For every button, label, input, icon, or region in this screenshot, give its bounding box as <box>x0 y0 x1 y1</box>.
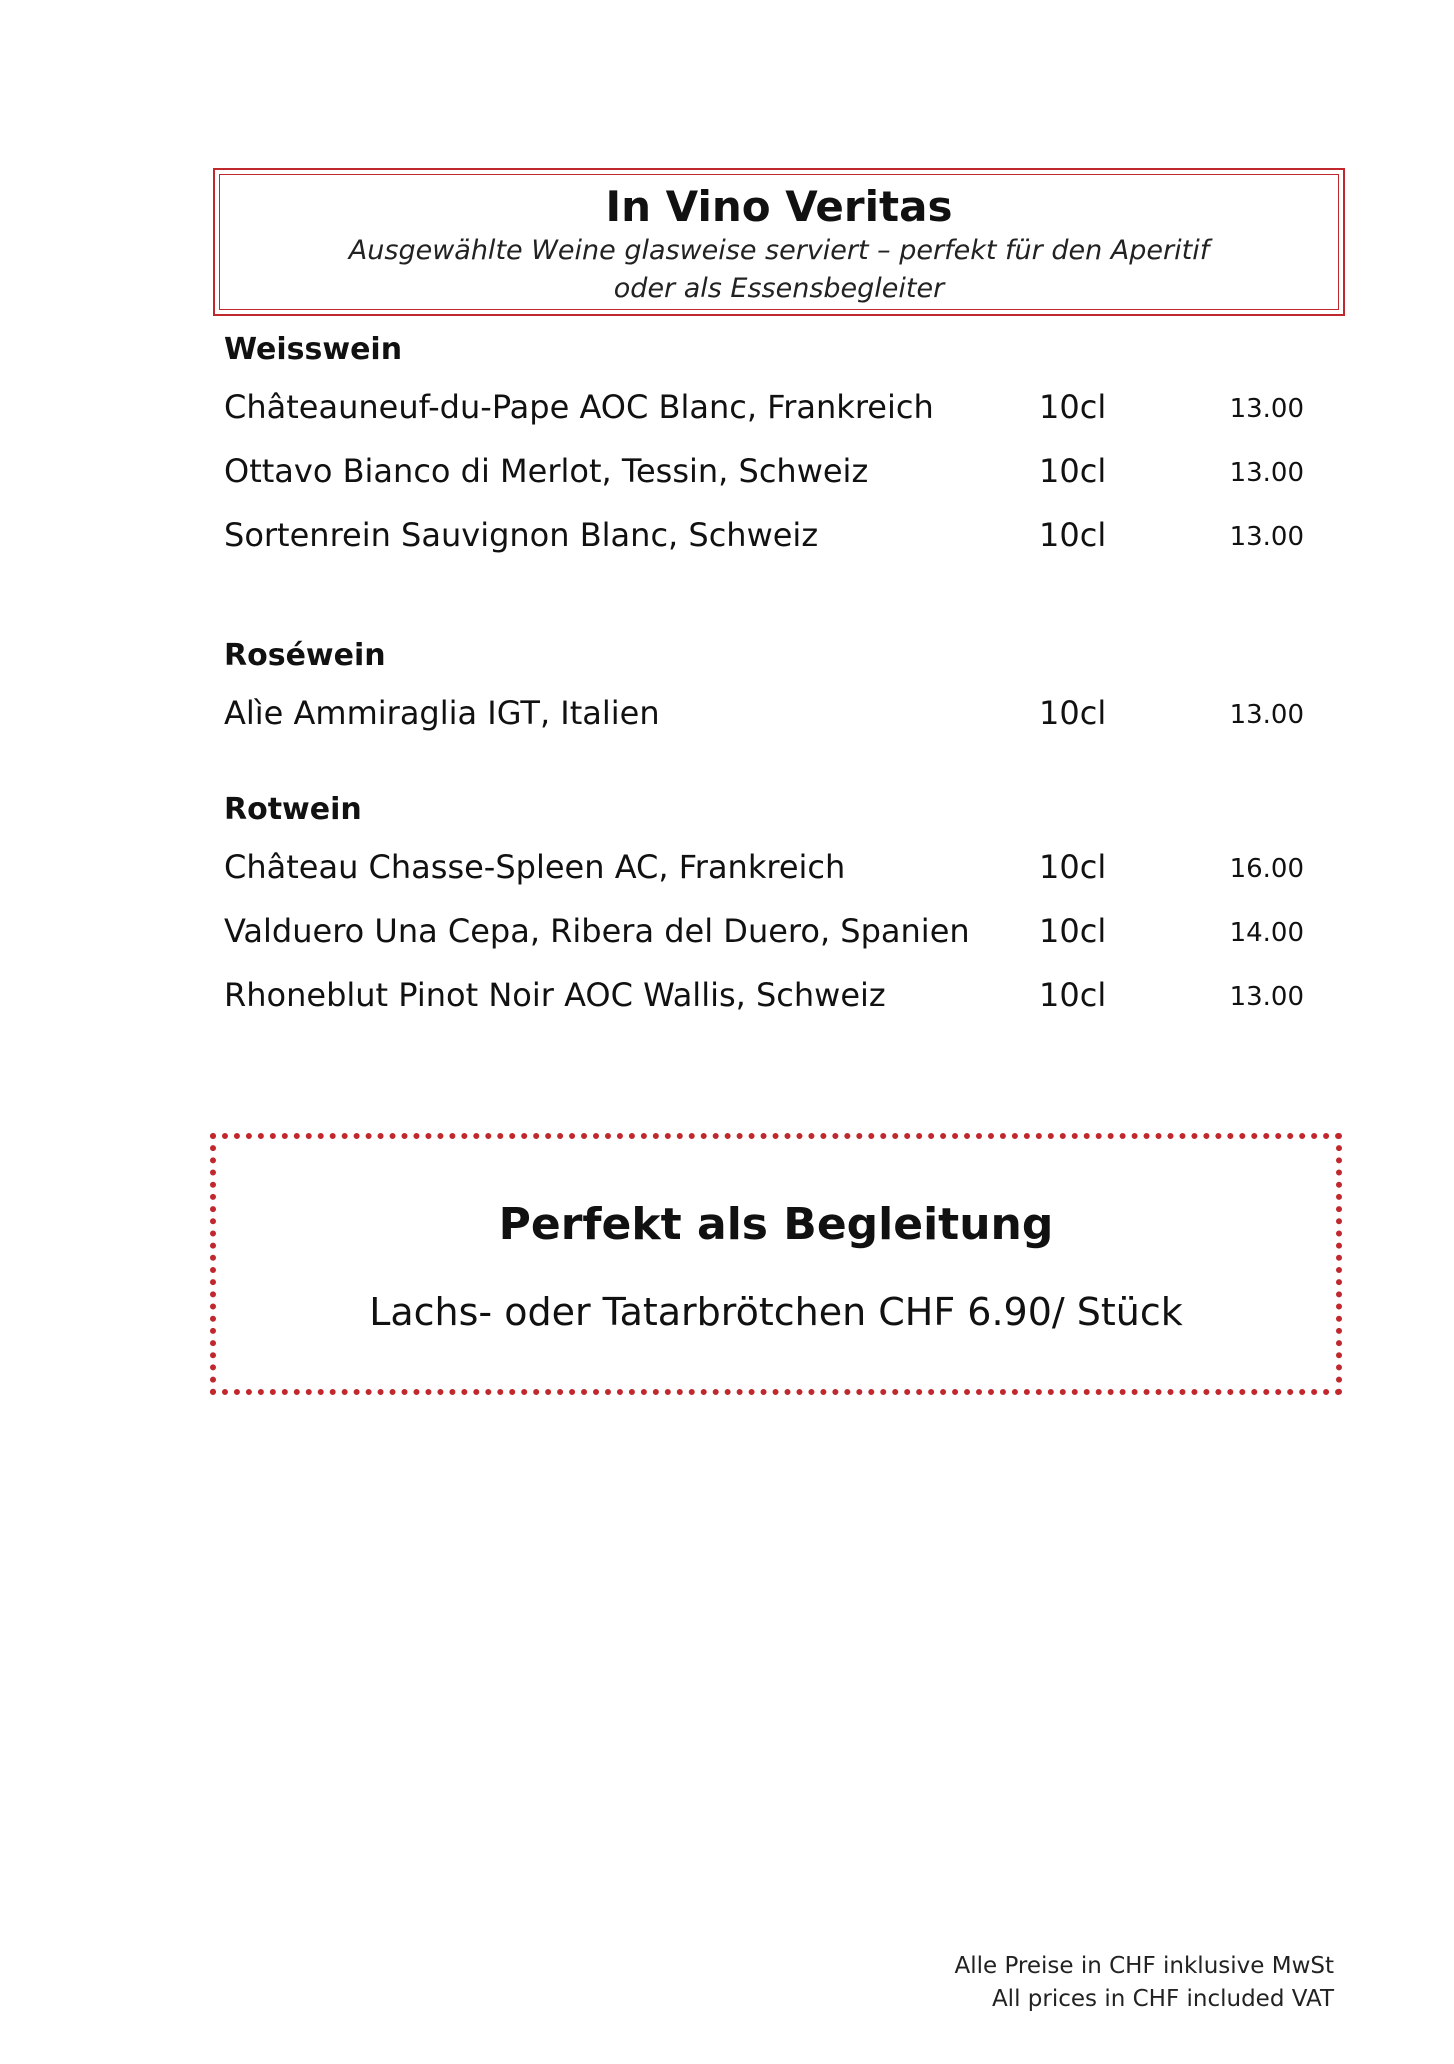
subtitle-line-1: Ausgewählte Weine glasweise serviert – perfekt für den Aperitif <box>348 235 1210 267</box>
price-note-en: All prices in CHF included VAT <box>991 1986 1334 2012</box>
section-title-rotwein: Rotwein <box>224 792 362 827</box>
item-price: 13.00 <box>1229 394 1304 424</box>
item-name: Rhoneblut Pinot Noir AOC Wallis, Schweiz <box>224 976 886 1014</box>
section-title-weisswein: Weisswein <box>224 332 403 367</box>
promo-box <box>210 1133 1342 1395</box>
menu-item <box>224 963 1304 1027</box>
item-price: 14.00 <box>1229 918 1304 948</box>
promo-text: Lachs- oder Tatarbrötchen CHF 6.90/ Stück <box>369 1289 1183 1334</box>
item-name: Ottavo Bianco di Merlot, Tessin, Schweiz <box>224 452 869 490</box>
item-name: Châteauneuf-du-Pape AOC Blanc, Frankreich <box>224 388 934 426</box>
item-price: 13.00 <box>1229 700 1304 730</box>
item-price: 13.00 <box>1229 458 1304 488</box>
item-size: 10cl <box>1039 452 1107 490</box>
item-name: Sortenrein Sauvignon Blanc, Schweiz <box>224 516 819 554</box>
price-note <box>954 1950 1334 2016</box>
item-size: 10cl <box>1039 848 1107 886</box>
item-size: 10cl <box>1039 694 1107 732</box>
item-price: 16.00 <box>1229 854 1304 884</box>
page-title: In Vino Veritas <box>605 182 953 231</box>
item-name: Valduero Una Cepa, Ribera del Duero, Spanien <box>224 912 970 950</box>
section-spacer <box>224 745 1304 785</box>
item-name: Alìe Ammiraglia IGT, Italien <box>224 694 660 732</box>
price-note-de: Alle Preise in CHF inklusive MwSt <box>954 1953 1334 1979</box>
menu-item <box>224 439 1304 503</box>
menu-item <box>224 899 1304 963</box>
menu-item <box>224 835 1304 899</box>
item-price: 13.00 <box>1229 522 1304 552</box>
section-title-rosewein: Roséwein <box>224 638 386 673</box>
menu-item <box>224 681 1304 745</box>
title-box <box>213 168 1345 316</box>
item-size: 10cl <box>1039 388 1107 426</box>
menu-item <box>224 375 1304 439</box>
promo-heading: Perfekt als Begleitung <box>498 1199 1054 1250</box>
section-spacer <box>224 567 1304 631</box>
item-size: 10cl <box>1039 976 1107 1014</box>
menu-item <box>224 503 1304 567</box>
item-price: 13.00 <box>1229 982 1304 1012</box>
item-name: Château Chasse-Spleen AC, Frankreich <box>224 848 846 886</box>
subtitle-line-2: oder als Essensbegleiter <box>613 273 945 305</box>
item-size: 10cl <box>1039 912 1107 950</box>
item-size: 10cl <box>1039 516 1107 554</box>
wine-menu <box>224 325 1304 1027</box>
